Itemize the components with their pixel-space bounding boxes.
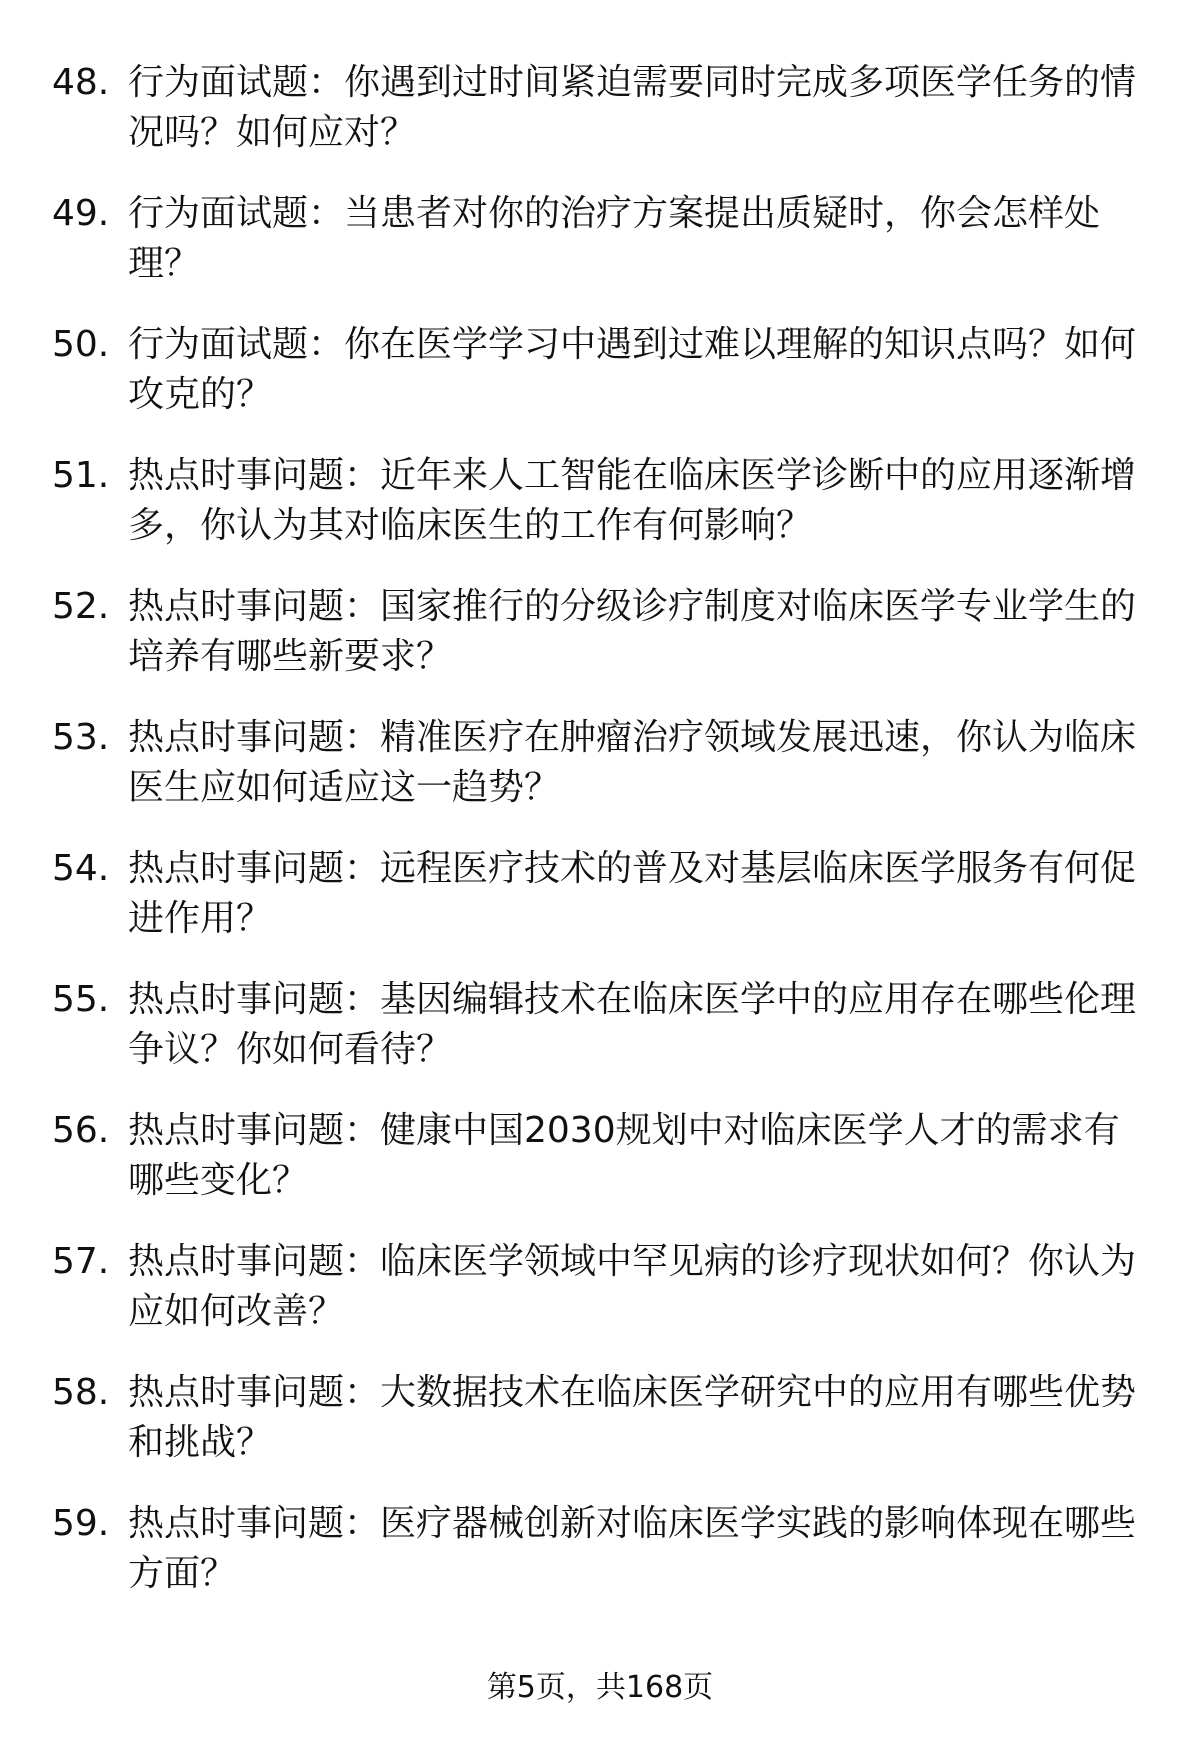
- question-text: 热点时事问题：国家推行的分级诊疗制度对临床医学专业学生的培养有哪些新要求？: [128, 586, 1137, 677]
- question-number: 53.: [52, 717, 110, 758]
- question-item: [52, 1106, 1152, 1206]
- question-item: [52, 975, 1152, 1075]
- question-item: [52, 451, 1152, 551]
- question-number: 52.: [52, 586, 110, 627]
- question-list: [52, 58, 1162, 1630]
- question-text: 行为面试题：当患者对你的治疗方案提出质疑时，你会怎样处理？: [128, 193, 1101, 284]
- question-item: [52, 1499, 1152, 1599]
- page-number-footer: 第5页，共168页: [486, 1670, 714, 1705]
- question-text: 行为面试题：你在医学学习中遇到过难以理解的知识点吗？如何攻克的？: [128, 324, 1137, 415]
- question-text: 行为面试题：你遇到过时间紧迫需要同时完成多项医学任务的情况吗？如何应对？: [128, 62, 1137, 153]
- question-text: 热点时事问题：近年来人工智能在临床医学诊断中的应用逐渐增多，你认为其对临床医生的工作有何影响？: [128, 455, 1137, 546]
- question-item: [52, 320, 1152, 420]
- question-text: 热点时事问题：临床医学领域中罕见病的诊疗现状如何？你认为应如何改善？: [128, 1241, 1137, 1332]
- question-number: 49.: [52, 193, 110, 234]
- question-item: [52, 58, 1152, 158]
- question-item: [52, 189, 1152, 289]
- question-number: 50.: [52, 324, 110, 365]
- question-text: 热点时事问题：基因编辑技术在临床医学中的应用存在哪些伦理争议？你如何看待？: [128, 979, 1137, 1070]
- question-number: 51.: [52, 455, 110, 496]
- question-item: [52, 1237, 1152, 1337]
- question-text: 热点时事问题：医疗器械创新对临床医学实践的影响体现在哪些方面？: [128, 1503, 1137, 1594]
- question-number: 48.: [52, 62, 110, 103]
- question-text: 热点时事问题：远程医疗技术的普及对基层临床医学服务有何促进作用？: [128, 848, 1137, 939]
- question-item: [52, 582, 1152, 682]
- question-item: [52, 844, 1152, 944]
- question-number: 59.: [52, 1503, 110, 1544]
- question-number: 54.: [52, 848, 110, 889]
- question-number: 57.: [52, 1241, 110, 1282]
- question-text: 热点时事问题：大数据技术在临床医学研究中的应用有哪些优势和挑战？: [128, 1372, 1137, 1463]
- question-item: [52, 1368, 1152, 1468]
- question-number: 55.: [52, 979, 110, 1020]
- question-item: [52, 713, 1152, 813]
- question-number: 56.: [52, 1110, 110, 1151]
- question-text: 热点时事问题：精准医疗在肿瘤治疗领域发展迅速，你认为临床医生应如何适应这一趋势？: [128, 717, 1137, 808]
- question-number: 58.: [52, 1372, 110, 1413]
- question-text: 热点时事问题：健康中国2030规划中对临床医学人才的需求有哪些变化？: [128, 1110, 1120, 1201]
